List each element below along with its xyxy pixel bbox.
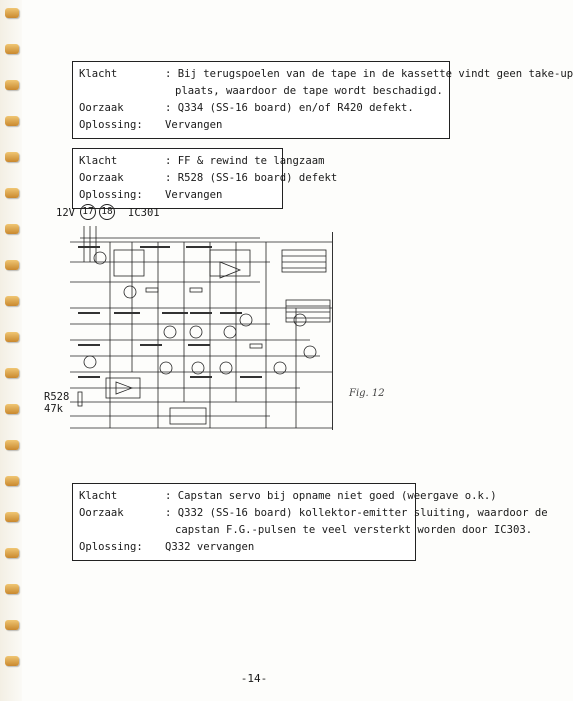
supply-12v-label: 12V <box>56 207 75 219</box>
oorzaak-label: Oorzaak <box>79 102 124 114</box>
pin-18-marker: 18 <box>99 204 115 220</box>
klacht-text: : Capstan servo bij opname niet goed (weergave o.k.) <box>165 490 497 502</box>
binding-ring <box>5 116 19 126</box>
oplossing-label: Oplossing: <box>79 119 143 131</box>
binding-ring <box>5 224 19 234</box>
oplossing-label: Oplossing: <box>79 189 143 201</box>
fault-box-3 <box>72 483 548 561</box>
binding-ring <box>5 368 19 378</box>
binding-ring <box>5 620 19 630</box>
binding-ring <box>5 152 19 162</box>
binding-ring <box>5 260 19 270</box>
oplossing-label: Oplossing: <box>79 541 143 553</box>
oplossing-text: Vervangen <box>165 189 223 201</box>
fault-box-1 <box>72 61 573 139</box>
oorzaak-label: Oorzaak <box>79 507 124 519</box>
pin-17-marker: 17 <box>80 204 96 220</box>
oorzaak-text: : R528 (SS-16 board) defekt <box>165 172 338 184</box>
oplossing-text: Vervangen <box>165 119 223 131</box>
oorzaak-text: : Q332 (SS-16 board) kollektor-emitter sluiting, waardoor de <box>165 507 548 519</box>
binding-ring <box>5 296 19 306</box>
page-number: -14- <box>240 672 268 685</box>
figure-caption: Fig. 12 <box>349 388 385 399</box>
binding-ring <box>5 512 19 522</box>
oplossing-text: Q332 vervangen <box>165 541 255 553</box>
oorzaak-label: Oorzaak <box>79 172 124 184</box>
oorzaak-text-cont: capstan F.G.-pulsen te veel versterkt worden door IC303. <box>175 524 533 536</box>
klacht-label: Klacht <box>79 155 118 167</box>
r528-label: R528 <box>44 391 70 403</box>
ic301-label: IC301 <box>128 207 160 219</box>
binding-ring <box>5 584 19 594</box>
klacht-text: : FF & rewind te langzaam <box>165 155 325 167</box>
oorzaak-text: : Q334 (SS-16 board) en/of R420 defekt. <box>165 102 414 114</box>
binding-ring <box>5 656 19 666</box>
pin-markers <box>80 204 118 220</box>
klacht-text: : Bij terugspoelen van de tape in de kassette vindt geen take-up <box>165 68 573 80</box>
binding-ring <box>5 80 19 90</box>
binding-ring <box>5 404 19 414</box>
fault-box-2 <box>72 148 338 209</box>
binding-ring <box>5 188 19 198</box>
klacht-label: Klacht <box>79 68 118 80</box>
spiral-binding <box>0 0 22 701</box>
binding-ring <box>5 44 19 54</box>
circuit-schematic <box>70 232 333 430</box>
binding-ring <box>5 332 19 342</box>
binding-ring <box>5 440 19 450</box>
binding-ring <box>5 548 19 558</box>
r528-value: 47k <box>44 403 63 415</box>
binding-ring <box>5 476 19 486</box>
klacht-text-cont: plaats, waardoor de tape wordt beschadigd. <box>175 85 443 97</box>
binding-ring <box>5 8 19 18</box>
klacht-label: Klacht <box>79 490 118 502</box>
